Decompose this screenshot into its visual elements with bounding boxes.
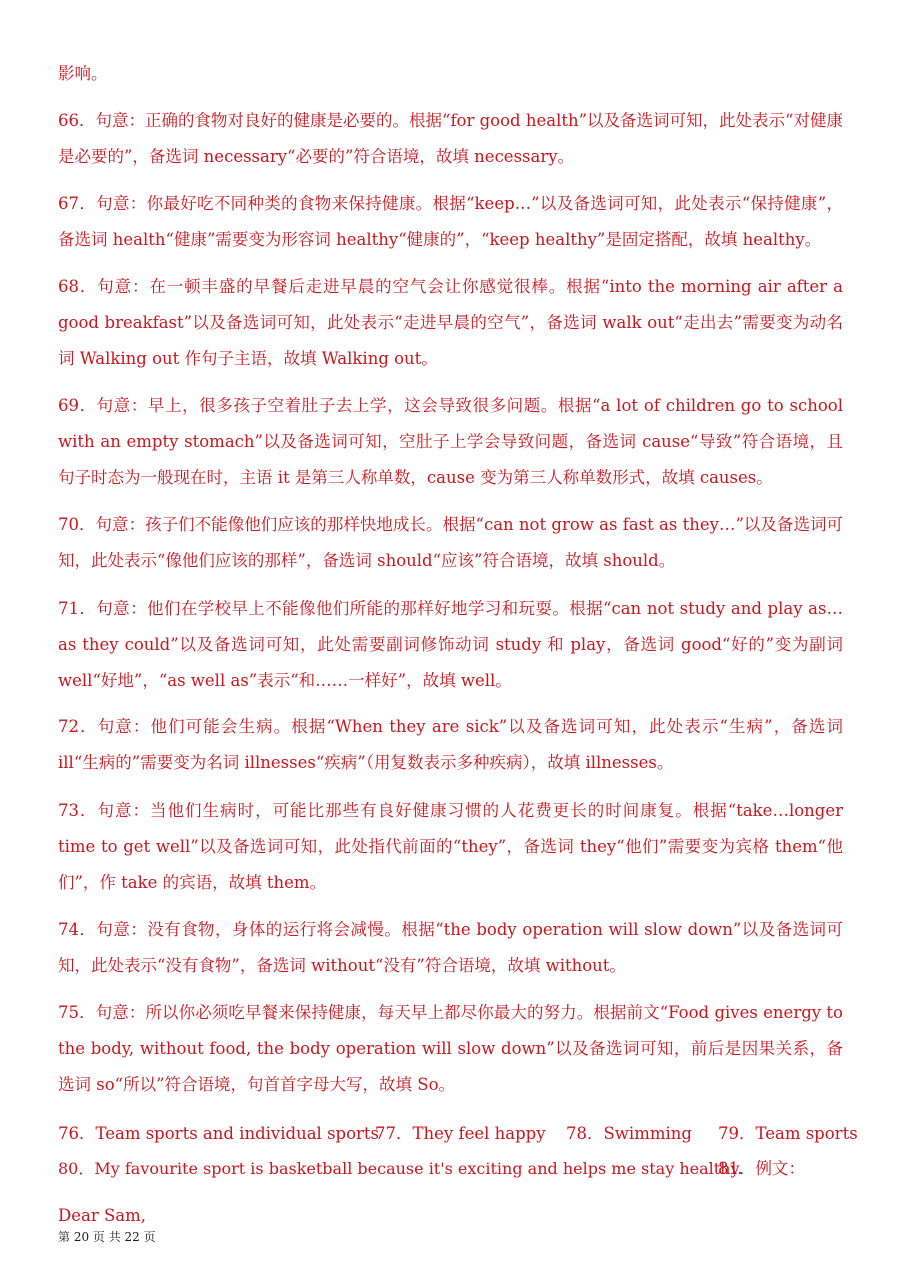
- explanation-68: 68．句意：在一顿丰盛的早餐后走进早晨的空气会让你感觉很棒。根据“into the morning air after a good breakfast”以及备选词可知，此处表示“走进早晨的空气”，备选词 walk out“走出去”需要变为动名词 Walking out 作句子主语，故填 Walking out。: [58, 277, 843, 368]
- explanation-73: 73．句意：当他们生病时，可能比那些有良好健康习惯的人花费更长的时间康复。根据“take…longer time to get well”以及备选词可知，此处指代前面的“they”，备选词 they“他们”需要变为宾格 them“他们”，作 take 的宾语，故填 them。: [58, 801, 843, 892]
- explanation-75: 75．句意：所以你必须吃早餐来保持健康，每天早上都尽你最大的努力。根据前文“Food gives energy to the body, without food, the body operation will slow down”以及备选词可知，前后是因果关系，备选词 so“所以”符合语境，句首首字母大写，故填 So。: [58, 1003, 843, 1094]
- answer-78: 78．Swimming: [566, 1124, 692, 1143]
- top-fragment: 影响。: [58, 64, 108, 83]
- explanation-66: 66．句意：正确的食物对良好的健康是必要的。根据“for good health”以及备选词可知，此处表示“对健康是必要的”，备选词 necessary“必要的”符合语境，故填 necessary。: [58, 111, 843, 166]
- explanation-70: 70．句意：孩子们不能像他们应该的那样快地成长。根据“can not grow as fast as they…”以及备选词可知，此处表示“像他们应该的那样”，备选词 should“应该”符合语境，故填 should。: [58, 515, 843, 570]
- explanation-72: 72．句意：他们可能会生病。根据“When they are sick”以及备选词可知，此处表示“生病”，备选词 ill“生病的”需要变为名词 illnesses“疾病”（用复数表示多种疾病），故填 illnesses。: [58, 717, 843, 772]
- explanation-69: 69．句意：早上，很多孩子空着肚子去上学，这会导致很多问题。根据“a lot of children go to school with an empty stomach”以及备选词可知，空肚子上学会导致问题，备选词 cause“导致”符合语境，且句子时态为一般现在时，主语 it 是第三人称单数，cause 变为第三人称单数形式，故填 causes。: [58, 396, 843, 487]
- letter-greeting: Dear Sam,: [58, 1206, 146, 1225]
- answer-81-label: 81．例文：: [718, 1159, 805, 1178]
- page-footer: 第 20 页 共 22 页: [58, 1230, 156, 1244]
- answer-76: 76．Team sports and individual sports: [58, 1124, 380, 1143]
- explanation-67: 67．句意：你最好吃不同种类的食物来保持健康。根据“keep…”以及备选词可知，此处表示“保持健康”，备选词 health“健康”需要变为形容词 healthy“健康的”，“keep healthy”是固定搭配，故填 healthy。: [58, 194, 843, 249]
- answer-77: 77．They feel happy: [375, 1124, 546, 1143]
- explanation-71: 71．句意：他们在学校早上不能像他们所能的那样好地学习和玩耍。根据“can not study and play as…as they could”以及备选词可知，此处需要副词修饰动词 study 和 play，备选词 good“好的”变为副词 well“好地”，“as well as”表示“和……一样好”，故填 well。: [58, 599, 843, 690]
- answer-80: 80．My favourite sport is basketball because it's exciting and helps me stay healthy.: [58, 1159, 743, 1178]
- answer-79: 79．Team sports: [718, 1124, 858, 1143]
- explanation-74: 74．句意：没有食物，身体的运行将会减慢。根据“the body operation will slow down”以及备选词可知，此处表示“没有食物”，备选词 without“没有”符合语境，故填 without。: [58, 920, 843, 975]
